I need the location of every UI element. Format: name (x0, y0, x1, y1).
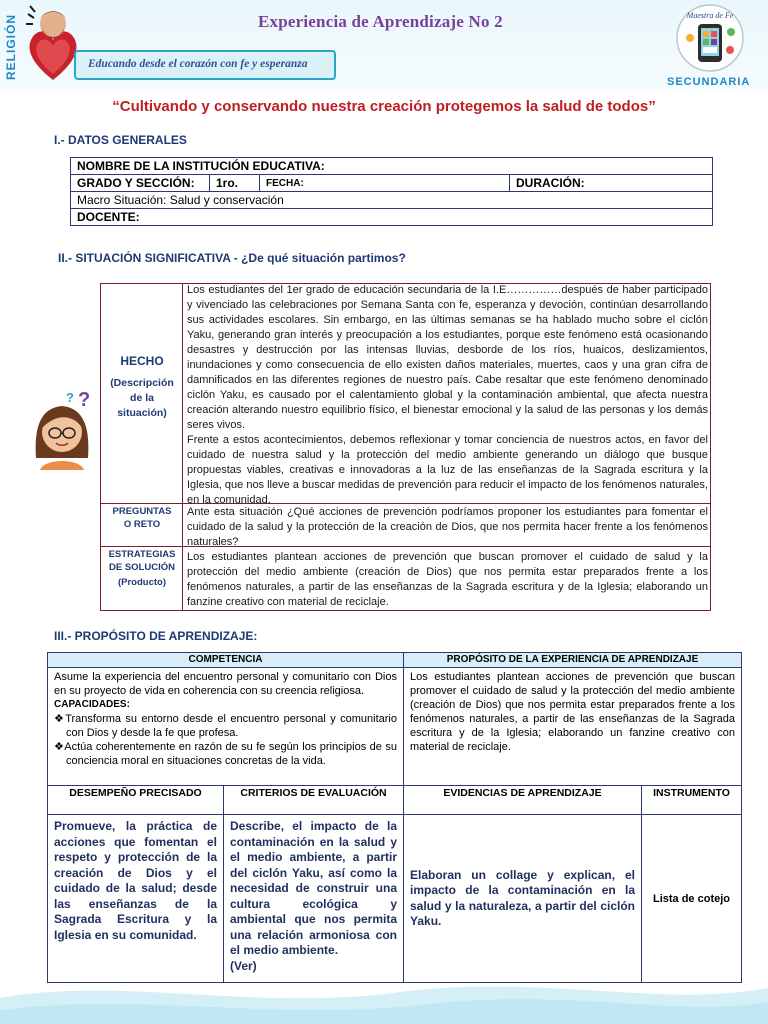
svg-text:?: ? (78, 389, 91, 411)
decorative-wave-footer (0, 968, 768, 1024)
docente-cell: DOCENTE: (71, 209, 713, 226)
capacidad-1-text: Transforma su entorno desde el encuentro personal y comunitario con Dios y desde la fe que profesa. (65, 713, 397, 739)
motto-ribbon (74, 50, 336, 80)
hecho-paragraph-1: Los estudiantes del 1er grado de educación secundaria de la I.E……………después de haber participado y vivenciado las celebraciones por Semana Santa con fe, esperanza y devoción, continúan desarrollando sus actividades escolares. Sin embargo, en las últimas semanas se ha hablado mucho sobre el ciclón Yaku, generando gran interés y preocupación a los estudiantes, porque este fenómeno está ocasionando desastres y destrucción por las intensas lluvias, desborde de los ríos, huaicos, deslizamientos, inundaciones y como consecuencia de ello existen daños materiales, muertes, caos y una gran cifra de damnificados en las diferentes regiones de nuestro país. Cabe resaltar que este fenómeno denominado ciclón Yaku, es causado por el calentamiento global y la contaminación ambiental, que afecta nuestra creación alterando nuestro equilibrio físico, el bienestar emocional y la salud de las personas y los demás seres vivos. (187, 284, 708, 431)
duracion-label: DURACIÓN: (510, 175, 713, 192)
preguntas-text: Ante esta situación ¿Qué acciones de prevención podríamos proponer los estudiantes para fomentar el cuidado de la salud y la protección de la creación de Dios, que nos permita hacer frente a los fenómenos naturales? (187, 506, 708, 548)
criterios-text: Describe, el impacto de la contaminación en la salud y el medio ambiente, a partir del ciclón Yaku, así como la necesidad de construir una cultura ecológica y ambiental que nos permita una relación armoniosa con el medio ambiente. (230, 819, 397, 957)
svg-text:RELIGIÓN: RELIGIÓN (4, 13, 18, 80)
religion-vertical-label (2, 4, 20, 82)
section-3-heading: III.- PROPÓSITO DE APRENDIZAJE: (54, 629, 258, 643)
preguntas-label: PREGUNTAS O RETO (112, 506, 172, 530)
section-1-heading: I.- DATOS GENERALES (54, 133, 187, 147)
capacidades-label: CAPACIDADES: (54, 699, 130, 710)
hecho-sublabel: (Descripción de la situación) (110, 377, 174, 419)
competencia-text: Asume la experiencia del encuentro personal y comunitario con Dios en su proyecto de vida en coherencia con su creencia religiosa. (54, 671, 397, 697)
criterios-tail: (Ver) (230, 958, 257, 973)
instrumento-cell: Lista de cotejo (642, 815, 742, 983)
proposito-header: PROPÓSITO DE LA EXPERIENCIA DE APRENDIZAJE (404, 653, 742, 668)
grado-value: 1ro. (210, 175, 260, 192)
situacion-significativa-table (100, 283, 711, 611)
fecha-label: FECHA: (260, 175, 510, 192)
maestra-de-fe-logo-icon (676, 2, 744, 74)
col-criterios-header: CRITERIOS DE EVALUACIÓN (224, 786, 404, 815)
evidencias-cell: Elaboran un collage y explican, el impacto de la contaminación en la salud y la naturaleza, a partir del ciclón Yaku. (404, 815, 642, 983)
competencia-header: COMPETENCIA (48, 653, 404, 668)
grado-label: GRADO Y SECCIÓN: (71, 175, 210, 192)
criterios-cell (224, 815, 404, 983)
section-2-heading: II.- SITUACIÓN SIGNIFICATIVA - ¿De qué situación partimos? (58, 251, 406, 265)
teacher-avatar-icon (30, 388, 94, 470)
header-banner (0, 0, 768, 92)
level-label: SECUNDARIA (667, 76, 751, 88)
estrategias-label: ESTRATEGIAS DE SOLUCIÓN (108, 549, 176, 573)
desempeno-cell: Promueve, la práctica de acciones que fomentan el respeto y protección de la creación de Dios y el cuidado de la salud; desde las enseñanzas de la Sagrada Escritura y la Iglesia en su comunidad. (48, 815, 224, 983)
svg-text:Maestra de Fe: Maestra de Fe (686, 11, 734, 20)
capacidad-item: ❖Transforma su entorno desde el encuentro personal y comunitario con Dios y desde la fe que profesa. (54, 713, 397, 739)
col-instrumento-header: INSTRUMENTO (642, 786, 742, 815)
estrategias-sublabel: (Producto) (117, 577, 167, 588)
competencia-cell (48, 668, 404, 786)
col-desempeno-header: DESEMPEÑO PRECISADO (48, 786, 224, 815)
proposito-text: Los estudiantes plantean acciones de prevención que buscan promover el cuidado de salud y la protección del medio ambiente (creación de Dios) que nos permita estar preparados frente a los fenómenos naturales, a partir de las enseñanzas de la Sagrada escritura y de la Iglesia; elaborando un fanzine creativo con material de reciclaje. (404, 668, 742, 786)
experience-title: Experiencia de Aprendizaje No 2 (258, 12, 503, 31)
hecho-label: HECHO (120, 354, 164, 368)
capacidad-item: ❖Actúa coherentemente en razón de su fe según los principios de su conciencia moral en situaciones concretas de la vida. (54, 741, 397, 767)
estrategias-text: Los estudiantes plantean acciones de prevención que buscan promover el cuidado de salud y la protección del medio ambiente (creación de Dios) que nos permita estar preparados frente a los fenómenos naturales, a partir de las enseñanzas de la Sagrada escritura y de la Iglesia; elaborando un fanzine creativo con material de reciclaje. (187, 551, 708, 608)
hecho-text (187, 283, 708, 508)
main-title: “Cultivando y conservando nuestra creación protegemos la salud de todos” (112, 98, 656, 115)
datos-generales-table (70, 157, 713, 226)
proposito-table (47, 652, 742, 983)
hecho-paragraph-2: Frente a estos acontecimientos, debemos reflexionar y tomar conciencia de nuestros actos, en favor del cuidado de nuestra salud y la protección del medio ambiente generando un diálogo que busque propuestas viables, creativas e innovadoras a la luz de las enseñanzas de la Sagrada escritura y la Iglesia, que nos lleve a buscar medidas de prevención para reducir el impacto de los fenómenos naturales, en la comunidad. (187, 434, 708, 506)
motto-text: Educando desde el corazón con fe y esperanza (88, 58, 308, 70)
macro-situacion-cell: Macro Situación: Salud y conservación (71, 192, 713, 209)
svg-text:?: ? (66, 390, 74, 405)
institucion-cell: NOMBRE DE LA INSTITUCIÓN EDUCATIVA: (71, 158, 713, 175)
capacidad-2-text: Actúa coherentemente en razón de su fe según los principios de su conciencia moral en situaciones concretas de la vida. (64, 741, 397, 767)
col-evidencias-header: EVIDENCIAS DE APRENDIZAJE (404, 786, 642, 815)
